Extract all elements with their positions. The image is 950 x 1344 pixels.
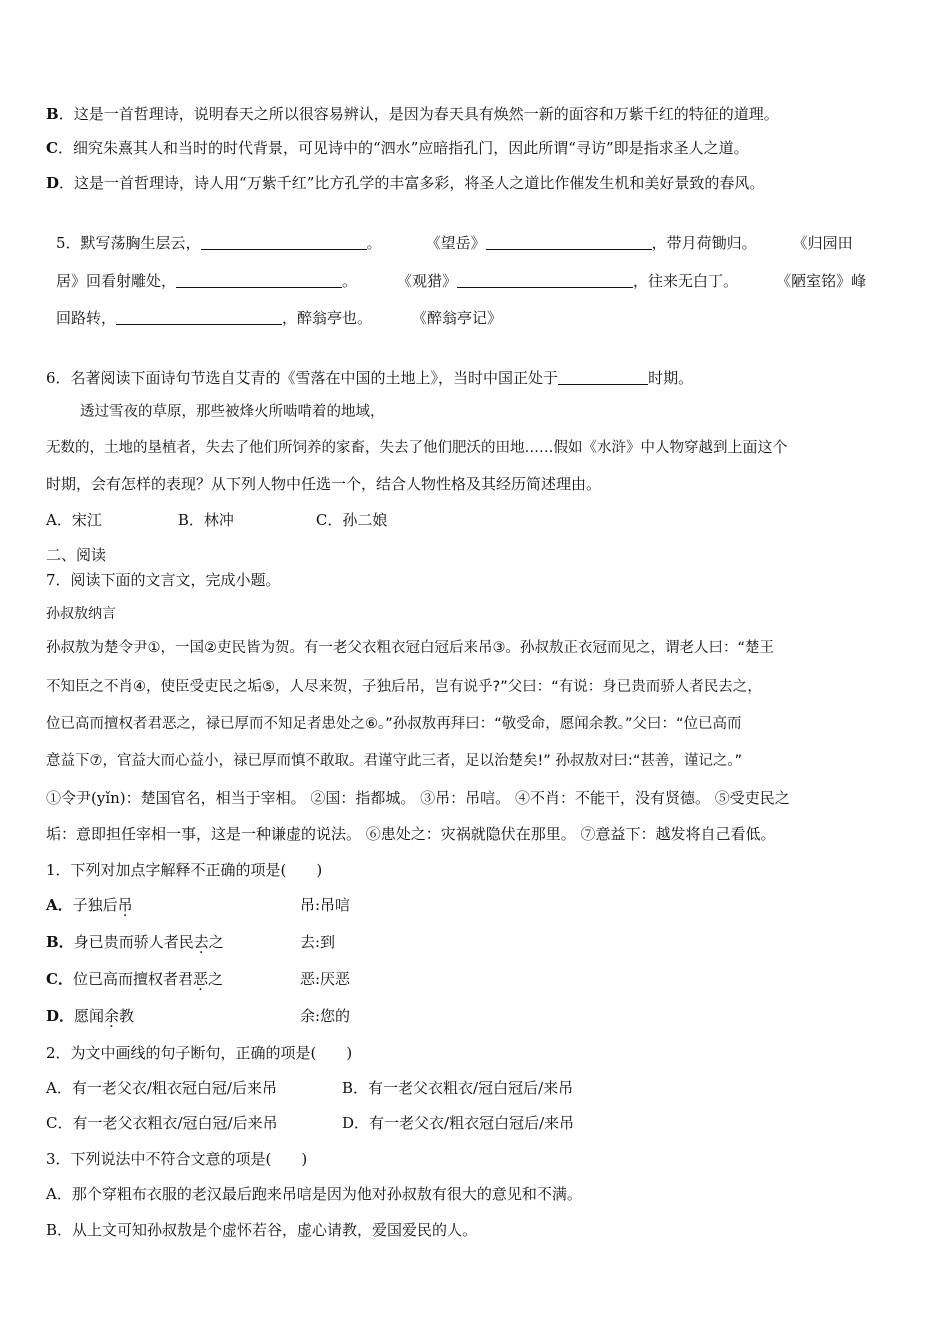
sub2-option-d: D．有一老父衣/粗衣冠白冠后/来吊 [342, 1114, 575, 1132]
passage-line-1: 孙叔敖为楚令尹①，一国②吏民皆为贺。有一老父衣粗衣冠白冠后来吊③。孙叔敖正衣冠而见之，谓老人曰：“楚王 [46, 640, 775, 656]
sub2-option-a: A．有一老父衣/粗衣冠白冠/后来吊 [46, 1079, 277, 1097]
q6-options [46, 510, 387, 530]
option-letter: B． [46, 933, 74, 951]
sub1-option-b [46, 932, 846, 952]
sub1-stem: 1．下列对加点字解释不正确的项是( ) [46, 861, 323, 879]
q6-poem-text: 无数的，土地的垦植者，失去了他们所饲养的家畜，失去了他们肥沃的田地……假如《水浒》中人物穿越到 [46, 440, 728, 456]
sub2-option-b: B．有一老父衣粗衣/冠白冠后/来吊 [342, 1079, 574, 1097]
gloss: 吊:吊唁 [300, 896, 351, 914]
q5-text: 。 [366, 234, 382, 252]
sub3-option-b: B．从上文可知孙叔敖是个虚怀若谷，虚心请教，爱国爱民的人。 [46, 1221, 478, 1239]
q5-source: 《醉翁亭记》 [412, 309, 503, 327]
option-text: 愿闻 [74, 1007, 105, 1025]
q5-line-2 [56, 271, 866, 291]
q4-option-c-text: 细究朱熹其人和当时的时代背景，可见诗中的“泗水”应暗指孔门，因此所谓“寻访”即是指求圣人之道。 [72, 139, 749, 157]
q5-number: 5． [56, 234, 81, 252]
option-letter: A． [46, 896, 73, 914]
q4-option-d-text: 这是一首哲理诗，诗人用“万紫千红”比方孔学的丰富多彩，将圣人之道比作催发生机和美好景致的春风。 [74, 174, 765, 192]
option-text: 身已贵而骄人者民 [73, 933, 194, 951]
q6-poem-line-2 [46, 437, 788, 458]
sub1-option-c [46, 969, 846, 989]
q5-text: 居》回看射雕处， [56, 272, 177, 290]
q5-text: ，往来无白丁。 [633, 272, 739, 290]
option-text: 位已高而擅权者君 [72, 970, 193, 988]
option-text: 之 [208, 933, 224, 951]
q5-source: 《陋室铭》峰 [776, 272, 867, 290]
q5-blank-5[interactable] [116, 308, 282, 325]
q5-blank-4[interactable] [457, 271, 633, 288]
q5-line-1 [56, 233, 853, 253]
passage-line-3: 位已高而擅权者君恶之，禄已厚而不知足者患处之⑥。”孙叔敖再拜曰：“敬受命，愿闻余教。”父曰：“位已高而 [46, 716, 742, 732]
q6-stem [46, 368, 693, 388]
q6-stem-text: 6．名著阅读下面诗句节选自艾青的《雪落在中国的土地上》，当时中国正处于 [46, 369, 559, 387]
q5-blank-2[interactable] [486, 233, 652, 250]
gloss: 余:您的 [300, 1007, 351, 1025]
q6-option-c: C．孙二娘 [315, 511, 388, 529]
sub2-option-c: C．有一老父衣粗衣/冠白冠/后来吊 [46, 1114, 278, 1132]
q5-text: 回路转， [56, 309, 117, 327]
q6-stem-text: 时期。 [648, 369, 694, 387]
q5-text: 默写荡胸生层云， [80, 234, 201, 252]
sub3-stem: 3．下列说法中不符合文意的项是( ) [46, 1150, 308, 1168]
q6-option-a: A．宋江 [46, 511, 102, 529]
q6-line-3: 时期，会有怎样的表现？从下列人物中任选一个，结合人物性格及其经历简述理由。 [46, 475, 602, 493]
q5-source: 《望岳》 [425, 234, 486, 252]
sub1-option-a [46, 895, 846, 915]
passage-line-4: 意益下⑦，官益大而心益小，禄已厚而慎不敢取。君谨守此三者，足以治楚矣!” 孙叔敖对曰:“甚善，谨记之。” [46, 753, 743, 769]
gloss: 恶:厌恶 [300, 970, 351, 988]
dotted-char: 余 [104, 1007, 120, 1025]
q6-dotted-phrase: 上面这个 [727, 438, 788, 456]
option-text: 子独后 [72, 896, 118, 914]
q5-blank-1[interactable] [201, 233, 367, 250]
dotted-char: 恶 [192, 970, 208, 988]
q4-option-d: D．这是一首哲理诗，诗人用“万紫千红”比方孔学的丰富多彩，将圣人之道比作催发生机和美好景致的春风。 [46, 174, 765, 192]
passage-line-2: 不知臣之不肖④，使臣受吏民之垢⑤，人尽来贺，子独后吊，岂有说乎?”父曰：“有说：身已贵而骄人者民去之， [46, 679, 762, 695]
q5-blank-3[interactable] [176, 271, 342, 288]
sub2-stem: 2．为文中画线的句子断句，正确的项是( ) [46, 1044, 353, 1062]
sub3-option-a: A．那个穿粗布衣服的老汉最后跑来吊唁是因为他对孙叔敖有很大的意见和不满。 [46, 1185, 582, 1203]
sub1-option-d [46, 1006, 846, 1026]
option-text: 教 [119, 1007, 135, 1025]
option-text: 之 [207, 970, 223, 988]
passage-title: 孙叔敖纳言 [46, 606, 116, 622]
q4-option-b: B．这是一首哲理诗，说明春天之所以很容易辨认，是因为春天具有焕然一新的面容和万紫千红的特征的道理。 [46, 105, 779, 123]
dotted-char: 吊 [117, 896, 133, 914]
section-heading: 二、阅读 [46, 546, 107, 564]
q6-blank[interactable] [558, 368, 648, 385]
q5-source: 《归园田 [792, 234, 853, 252]
notes-line-1: ①令尹(yǐn)：楚国官名，相当于宰相。 ②国：指都城。 ③吊：吊唁。 ④不肖：不能干，没有贤德。 ⑤受吏民之 [46, 789, 790, 807]
gloss: 去:到 [300, 933, 336, 951]
option-letter: C． [46, 970, 73, 988]
q7-title: 7．阅读下面的文言文，完成小题。 [46, 571, 281, 589]
q5-text: ，醉翁亭也。 [282, 309, 373, 327]
q4-option-c: C．细究朱熹其人和当时的时代背景，可见诗中的“泗水”应暗指孔门，因此所谓“寻访”即是指求圣人之道。 [46, 139, 749, 157]
q5-source: 《观猎》 [397, 272, 458, 290]
notes-line-2: 垢：意即担任宰相一事，这是一种谦虚的说法。 ⑥患处之：灾祸就隐伏在那里。 ⑦意益下：越发将自己看低。 [46, 825, 776, 843]
dotted-char: 去 [193, 933, 209, 951]
q6-option-b: B．林冲 [177, 511, 234, 529]
q5-text: 。 [342, 272, 358, 290]
q5-text: ，带月荷锄归。 [651, 234, 757, 252]
q6-poem-line-1: 透过雪夜的草原，那些被烽火所啮啃着的地域， [80, 404, 385, 420]
q5-line-3 [56, 308, 502, 328]
option-letter: D． [46, 1007, 75, 1025]
q4-option-b-text: 这是一首哲理诗，说明春天之所以很容易辨认，是因为春天具有焕然一新的面容和万紫千红的特征的道理。 [73, 105, 779, 123]
